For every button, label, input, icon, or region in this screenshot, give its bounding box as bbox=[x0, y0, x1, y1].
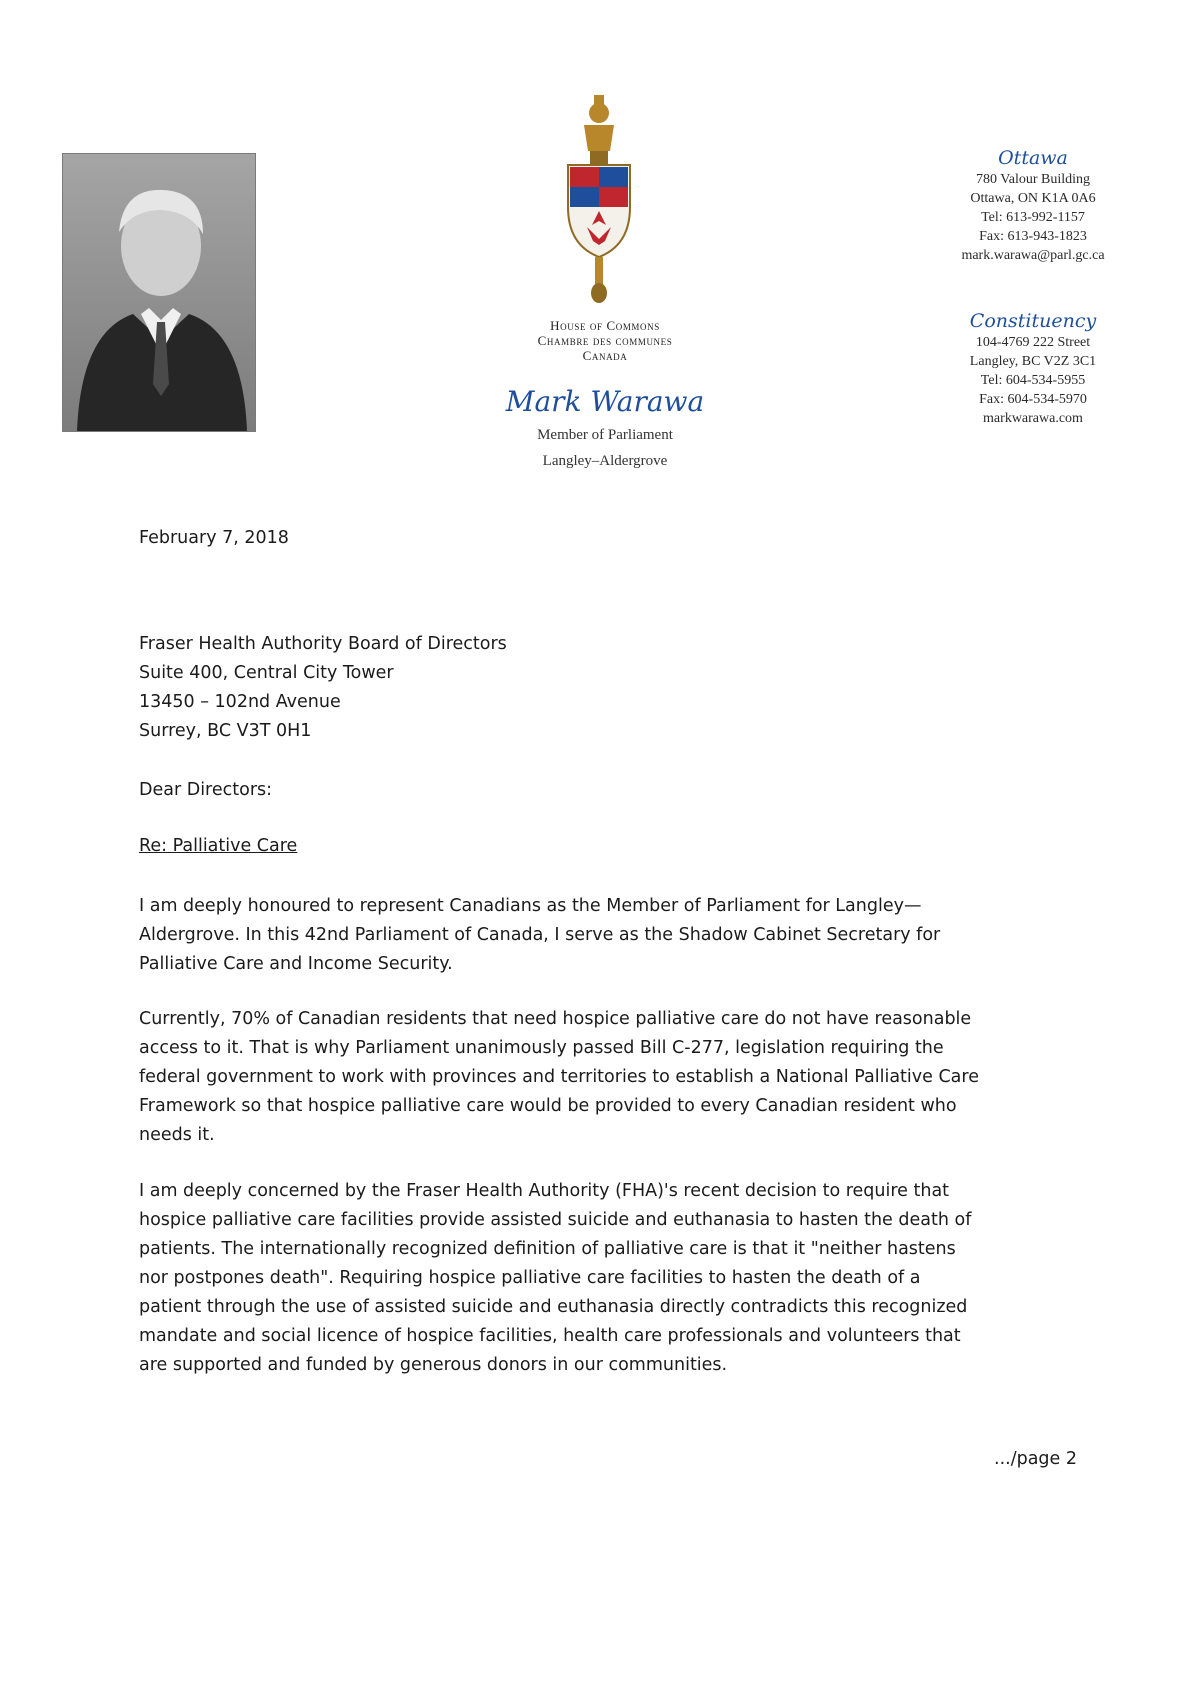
recipient-address bbox=[139, 630, 1074, 746]
paragraph-1 bbox=[139, 892, 1074, 979]
mp-role: Member of Parliament bbox=[537, 427, 673, 443]
ottawa-tel: Tel: 613-992-1157 bbox=[981, 210, 1085, 225]
letterhead-centre bbox=[455, 318, 755, 471]
constituency-fax: Fax: 604-534-5970 bbox=[979, 392, 1087, 407]
constituency-office-block bbox=[918, 309, 1148, 428]
paragraph-line: Aldergrove. In this 42nd Parliament of Canada, I serve as the Shadow Cabinet Secretary for bbox=[139, 925, 941, 945]
ottawa-email: mark.warawa@parl.gc.ca bbox=[961, 248, 1105, 263]
ottawa-office-block bbox=[918, 146, 1148, 265]
paragraph-line: access to it. That is why Parliament unanimously passed Bill C-277, legislation requiring the bbox=[139, 1038, 944, 1058]
paragraph-line: I am deeply concerned by the Fraser Health Authority (FHA)'s recent decision to require that bbox=[139, 1181, 950, 1201]
ottawa-heading: Ottawa bbox=[998, 147, 1068, 169]
paragraph-line: Palliative Care and Income Security. bbox=[139, 954, 453, 974]
paragraph-line: Currently, 70% of Canadian residents that need hospice palliative care do not have reasonable bbox=[139, 1009, 972, 1029]
paragraph-line: mandate and social licence of hospice facilities, health care professionals and volunteers that bbox=[139, 1326, 961, 1346]
recipient-line: Surrey, BC V3T 0H1 bbox=[139, 721, 312, 741]
riding-name: Langley–Aldergrove bbox=[542, 453, 668, 469]
recipient-line: Fraser Health Authority Board of Directors bbox=[139, 634, 507, 654]
letter-date: February 7, 2018 bbox=[139, 528, 289, 548]
house-of-commons-line: House of Commons bbox=[550, 318, 660, 333]
house-of-commons-mace-crest bbox=[560, 95, 638, 305]
recipient-line: 13450 – 102nd Avenue bbox=[139, 692, 341, 712]
paragraph-line: are supported and funded by generous donors in our communities. bbox=[139, 1355, 728, 1375]
canada-line: Canada bbox=[582, 348, 628, 363]
paragraph-line: patient through the use of assisted suicide and euthanasia directly contradicts this recognized bbox=[139, 1297, 968, 1317]
paragraph-3 bbox=[139, 1177, 1074, 1380]
constituency-website: markwarawa.com bbox=[983, 411, 1083, 426]
next-page-indicator: .../page 2 bbox=[994, 1449, 1077, 1469]
constituency-tel: Tel: 604-534-5955 bbox=[980, 373, 1086, 388]
paragraph-line: patients. The internationally recognized definition of palliative care is that it "neither hastens bbox=[139, 1239, 956, 1259]
ottawa-city-line: Ottawa, ON K1A 0A6 bbox=[970, 191, 1096, 206]
ottawa-fax: Fax: 613-943-1823 bbox=[979, 229, 1087, 244]
paragraph-line: hospice palliative care facilities provide assisted suicide and euthanasia to hasten the death of bbox=[139, 1210, 972, 1230]
mp-portrait-photo bbox=[62, 153, 256, 432]
recipient-line: Suite 400, Central City Tower bbox=[139, 663, 394, 683]
constituency-city-line: Langley, BC V2Z 3C1 bbox=[969, 354, 1097, 369]
paragraph-2 bbox=[139, 1005, 1074, 1150]
mp-name-signature: Mark Warawa bbox=[505, 385, 705, 418]
subject-line: Re: Palliative Care bbox=[139, 836, 298, 856]
paragraph-line: Framework so that hospice palliative care would be provided to every Canadian resident who bbox=[139, 1096, 957, 1116]
paragraph-line: federal government to work with provinces and territories to establish a National Palliative Care bbox=[139, 1067, 979, 1087]
salutation: Dear Directors: bbox=[139, 780, 273, 800]
paragraph-line: I am deeply honoured to represent Canadians as the Member of Parliament for Langley— bbox=[139, 896, 922, 916]
constituency-address-line: 104-4769 222 Street bbox=[975, 335, 1091, 350]
chambre-des-communes-line: Chambre des communes bbox=[537, 333, 673, 348]
paragraph-line: needs it. bbox=[139, 1125, 215, 1145]
ottawa-address-line: 780 Valour Building bbox=[975, 172, 1091, 187]
constituency-heading: Constituency bbox=[969, 310, 1097, 332]
paragraph-line: nor postpones death". Requiring hospice palliative care facilities to hasten the death of a bbox=[139, 1268, 921, 1288]
